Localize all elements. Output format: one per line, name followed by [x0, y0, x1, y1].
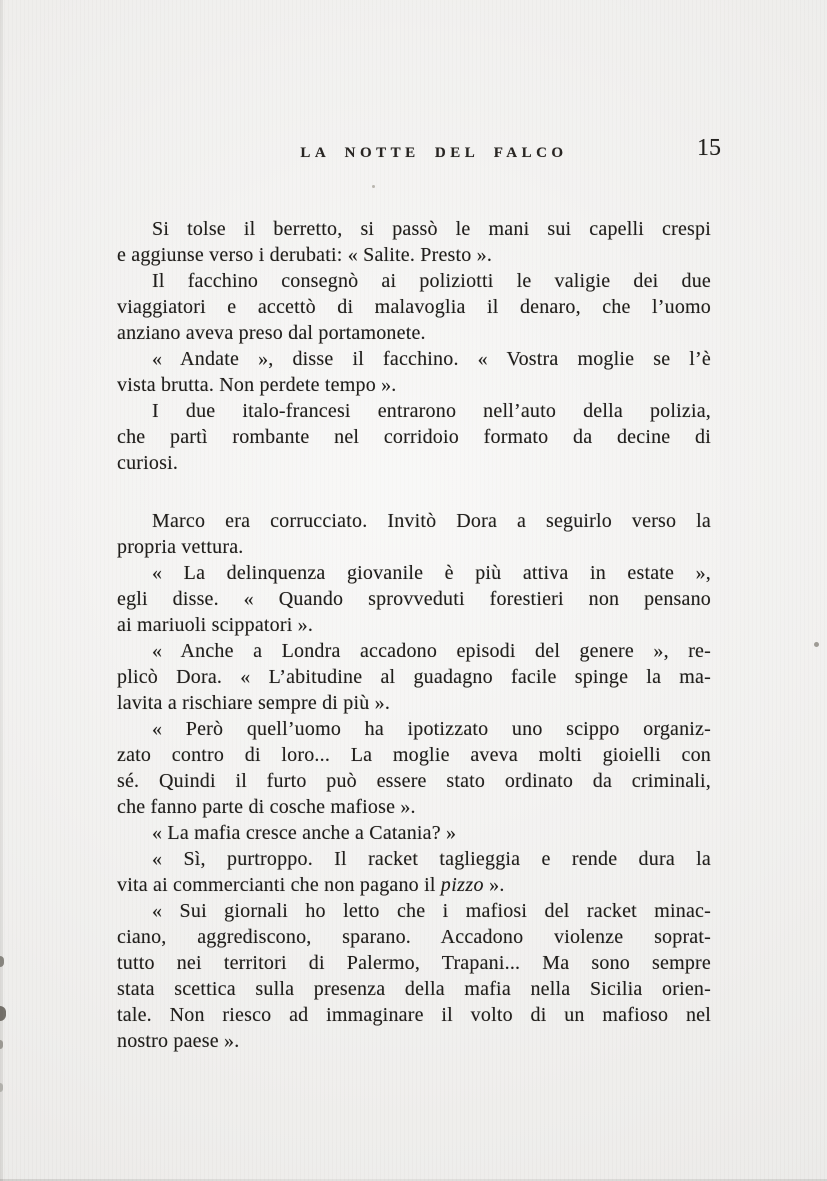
- text-line: ai mariuoli scippatori ».: [117, 614, 314, 636]
- text-line: egli disse. « Quando sprovveduti forestieri non pensano: [117, 588, 711, 610]
- text-line: stata scettica sulla presenza della mafia nella Sicilia orien-: [117, 978, 711, 1000]
- text-line: vista brutta. Non perdete tempo ».: [117, 374, 397, 396]
- text-line: sé. Quindi il furto può essere stato ordinato da criminali,: [117, 770, 711, 792]
- paragraph: [117, 268, 711, 346]
- text-line: « La mafia cresce anche a Catania? »: [152, 822, 457, 844]
- text-line: « Sui giornali ho letto che i mafiosi del racket minac-: [152, 900, 711, 922]
- text-line: viaggiatori e accettò di malavoglia il denaro, che l’uomo: [117, 296, 711, 318]
- text-line: « Andate », disse il facchino. « Vostra moglie se l’è: [152, 348, 711, 370]
- text-section: [117, 508, 711, 1054]
- paragraph: [117, 508, 711, 560]
- text-line: propria vettura.: [117, 536, 244, 558]
- text-line: vita ai commercianti che non pagano il pizzo ».: [117, 874, 505, 896]
- text-line: « La delinquenza giovanile è più attiva in estate »,: [152, 562, 711, 584]
- paragraph: [117, 560, 711, 638]
- paragraph: [117, 638, 711, 716]
- text-line: curiosi.: [117, 452, 179, 474]
- text-line: plicò Dora. « L’abitudine al guadagno facile spinge la ma-: [117, 666, 711, 688]
- text-line: « Anche a Londra accadono episodi del genere », re-: [152, 640, 711, 662]
- paragraph: [117, 846, 711, 898]
- scan-artifact: [0, 1083, 3, 1092]
- paragraph: [117, 346, 711, 398]
- text-line: tale. Non riesco ad immaginare il volto di un mafioso nel: [117, 1004, 711, 1026]
- text-line: che partì rombante nel corridoio formato da decine di: [117, 426, 711, 448]
- text-line: anziano aveva preso dal portamonete.: [117, 322, 426, 344]
- text-line: « Sì, purtroppo. Il racket taglieggia e rende dura la: [152, 848, 711, 870]
- text-line: « Però quell’uomo ha ipotizzato uno scippo organiz-: [152, 718, 711, 740]
- text-section: [117, 216, 711, 476]
- page-title: LA NOTTE DEL FALCO: [300, 145, 568, 161]
- scan-artifact: [0, 1006, 6, 1021]
- paragraph: [117, 820, 711, 846]
- scan-speck: [372, 185, 375, 188]
- text-line: lavita a rischiare sempre di più ».: [117, 692, 391, 714]
- running-header: [117, 135, 721, 166]
- text-line: Il facchino consegnò ai poliziotti le valigie dei due: [152, 270, 711, 292]
- text-line: I due italo-francesi entrarono nell’auto della polizia,: [152, 400, 711, 422]
- text-line: nostro paese ».: [117, 1030, 240, 1052]
- text-line: Marco era corrucciato. Invitò Dora a seguirlo verso la: [152, 510, 711, 532]
- scan-artifact: [0, 1040, 3, 1049]
- text-line: che fanno parte di cosche mafiose ».: [117, 796, 416, 818]
- text-line: zato contro di loro... La moglie aveva molti gioielli con: [117, 744, 711, 766]
- text-line: Si tolse il berretto, si passò le mani sui capelli crespi: [152, 218, 711, 240]
- text-line: tutto nei territori di Palermo, Trapani... Ma sono sempre: [117, 952, 711, 974]
- scan-artifact: [0, 956, 4, 967]
- scan-edge-shading: [0, 0, 3, 1181]
- paragraph: [117, 398, 711, 476]
- paragraph: [117, 716, 711, 820]
- text-line: e aggiunse verso i derubati: « Salite. Presto ».: [117, 244, 493, 266]
- text-line: ciano, aggrediscono, sparano. Accadono violenze soprat-: [117, 926, 711, 948]
- paragraph: [117, 216, 711, 268]
- paragraph: [117, 898, 711, 1054]
- page-number: 15: [697, 135, 721, 161]
- scan-speck: [814, 642, 819, 647]
- page-text-block: [117, 216, 711, 1054]
